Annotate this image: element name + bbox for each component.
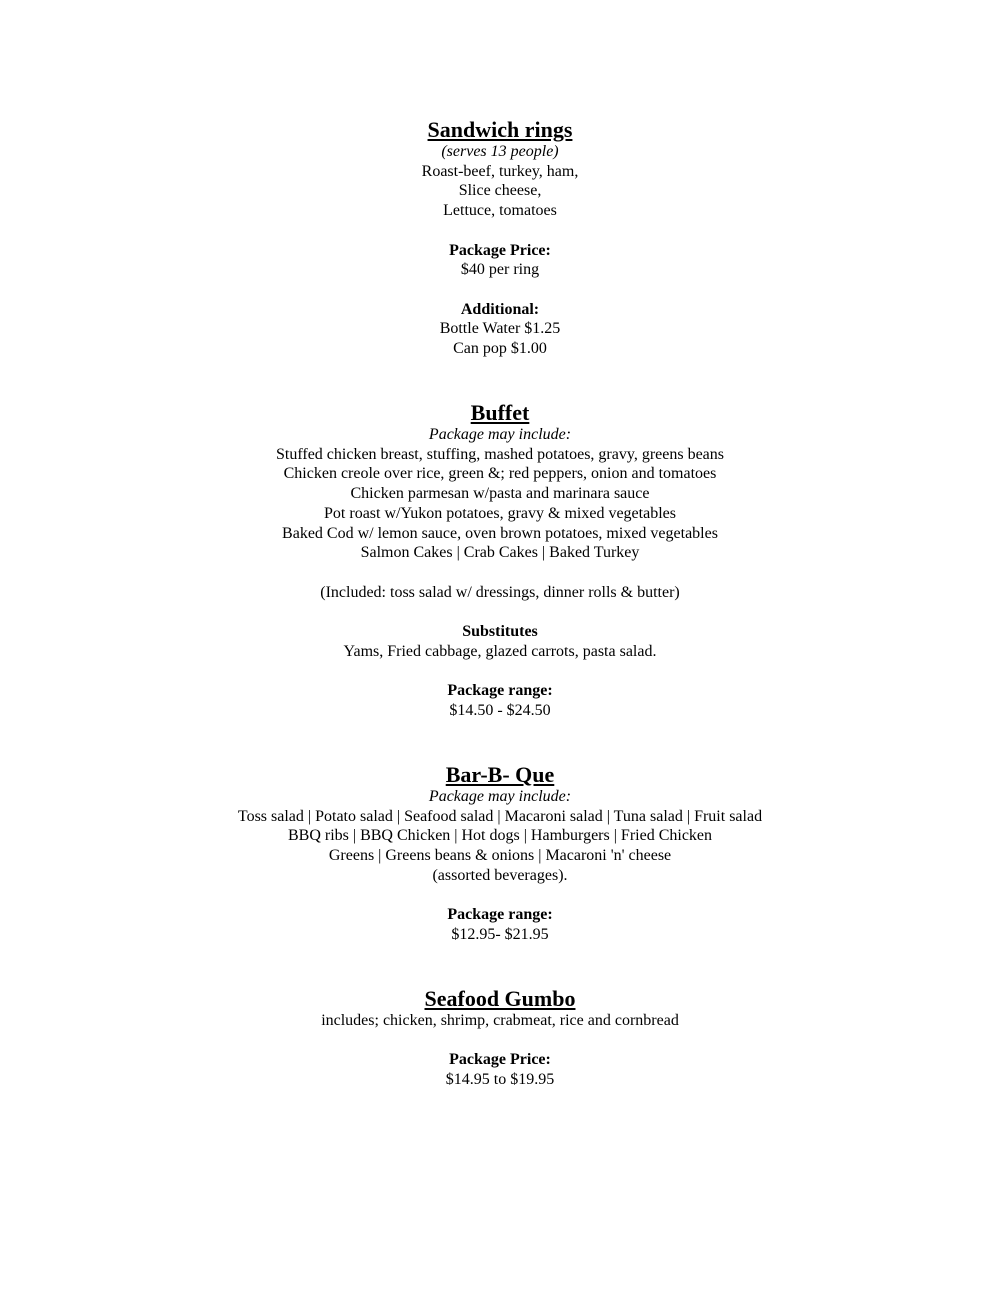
bbq-item: BBQ ribs | BBQ Chicken | Hot dogs | Hamburgers | Fried Chicken bbox=[287, 827, 713, 845]
bbq-section bbox=[0, 763, 1000, 945]
buffet-range-label: Package range: bbox=[447, 682, 553, 700]
seafood-gumbo-section bbox=[0, 987, 1000, 1090]
bbq-title: Bar-B- Que bbox=[445, 762, 555, 787]
sandwich-additional-item: Can pop $1.00 bbox=[453, 340, 547, 357]
buffet-section bbox=[0, 401, 1000, 721]
sandwich-price: $40 per ring bbox=[460, 261, 540, 279]
sandwich-item: Slice cheese, bbox=[458, 182, 542, 200]
bbq-item: Greens | Greens beans & onions | Macaroni 'n' cheese bbox=[328, 847, 672, 865]
buffet-item: Chicken parmesan w/pasta and marinara sauce bbox=[350, 485, 650, 503]
bbq-range: $12.95- $21.95 bbox=[451, 925, 549, 943]
buffet-item: Salmon Cakes | Crab Cakes | Baked Turkey bbox=[360, 544, 640, 562]
buffet-intro: Package may include: bbox=[428, 426, 572, 443]
buffet-included: (Included: toss salad w/ dressings, dinner rolls & butter) bbox=[320, 583, 680, 601]
buffet-range: $14.50 - $24.50 bbox=[449, 701, 551, 719]
gumbo-includes: includes; chicken, shrimp, crabmeat, rice and cornbread bbox=[321, 1012, 679, 1029]
sandwich-additional-label: Additional: bbox=[460, 300, 540, 318]
bbq-item: Toss salad | Potato salad | Seafood salad | Macaroni salad | Tuna salad | Fruit salad bbox=[237, 807, 763, 825]
buffet-substitutes-label: Substitutes bbox=[462, 623, 538, 640]
buffet-item: Chicken creole over rice, green &; red peppers, onion and tomatoes bbox=[283, 465, 717, 483]
bbq-range-label: Package range: bbox=[447, 906, 553, 924]
seafood-gumbo-title: Seafood Gumbo bbox=[424, 986, 576, 1011]
sandwich-price-label: Package Price: bbox=[449, 241, 551, 259]
gumbo-price-label: Package Price: bbox=[449, 1051, 551, 1069]
sandwich-rings-section bbox=[0, 118, 1000, 359]
buffet-item: Stuffed chicken breast, stuffing, mashed potatoes, gravy, greens beans bbox=[275, 445, 725, 463]
sandwich-additional-item: Bottle Water $1.25 bbox=[439, 320, 561, 338]
buffet-item: Pot roast w/Yukon potatoes, gravy & mixed vegetables bbox=[324, 504, 676, 522]
sandwich-serves: (serves 13 people) bbox=[441, 143, 559, 160]
bbq-item: (assorted beverages). bbox=[432, 866, 568, 884]
buffet-item: Baked Cod w/ lemon sauce, oven brown potatoes, mixed vegetables bbox=[282, 524, 718, 542]
buffet-title: Buffet bbox=[470, 400, 530, 425]
sandwich-item: Lettuce, tomatoes bbox=[443, 202, 557, 220]
sandwich-rings-title: Sandwich rings bbox=[427, 117, 573, 142]
buffet-substitutes: Yams, Fried cabbage, glazed carrots, pasta salad. bbox=[343, 642, 657, 660]
bbq-intro: Package may include: bbox=[428, 788, 572, 805]
sandwich-item: Roast-beef, turkey, ham, bbox=[421, 162, 579, 180]
gumbo-price: $14.95 to $19.95 bbox=[445, 1071, 555, 1089]
